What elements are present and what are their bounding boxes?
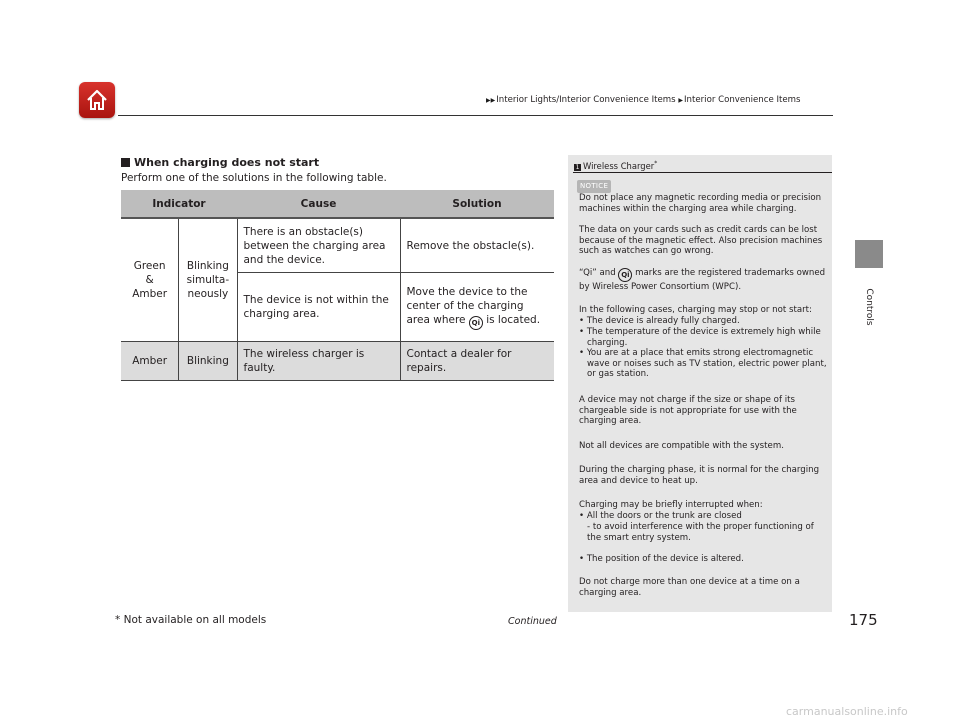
note-title: 1 Wireless Charger* [575,160,658,171]
solution-cell: Remove the obstacle(s). [400,218,554,273]
note-sub-item: - to avoid interference with the proper functioning of the smart entry system. [587,522,814,543]
cause-cell: The device is not within the charging area. [237,273,400,342]
header-rule [118,115,833,116]
note-paragraph: A device may not charge if the size or shape of its chargeable side is not appropriate for use with the charging area. [579,395,797,427]
header-cause: Cause [237,190,400,218]
side-note-panel [568,155,832,612]
indicator-state-cell: Blinking [179,342,237,381]
qi-logo-icon: Qi [469,316,483,330]
note-bullet: • The temperature of the device is extremely high while charging. [579,327,821,348]
note-paragraph: During the charging phase, it is normal for the charging area and device to heat up. [579,465,820,486]
note-paragraph: In the following cases, charging may stop or not start: [579,305,812,315]
intro-text: Perform one of the solutions in the following table. [121,172,387,184]
indicator-color-cell: Green & Amber [132,260,168,300]
watermark: carmanualsonline.info [786,705,908,718]
note-bullet: • The device is already fully charged. [579,316,740,326]
header-solution: Solution [400,190,554,218]
home-button[interactable] [79,82,115,118]
note-paragraph: Not all devices are compatible with the system. [579,441,784,451]
notice-badge: NOTICE [577,180,611,193]
note-paragraph: “Qi” and Qi marks are the registered trademarks owned by Wireless Power Consortium (WPC). [579,268,826,292]
note-bullet: • The position of the device is altered. [579,554,744,564]
footnote: * Not available on all models [115,614,267,626]
note-paragraph: Do not place any magnetic recording media or precision machines within the charging area while charging. [579,193,822,214]
cause-cell: There is an obstacle(s) between the charging area and the device. [237,218,400,273]
table-row [121,342,554,381]
qi-logo-icon: Qi [618,268,632,282]
note-rule [573,172,832,173]
solution-cell: Move the device to the center of the charging area where Qi is located. [400,273,554,342]
section-square-icon [121,158,130,167]
breadcrumb-item-1[interactable]: Interior Lights/Interior Convenience Items [496,95,676,105]
side-tab-label: Controls [864,288,874,326]
header-indicator: Indicator [121,190,237,218]
note-paragraph: Do not charge more than one device at a time on a charging area. [579,577,800,598]
cause-cell: The wireless charger is faulty. [237,342,400,381]
solutions-table [121,190,554,381]
note-paragraph: The data on your cards such as credit cards can be lost because of the magnetic effect. Also precision machines such as watches can go wrong. [579,225,823,257]
breadcrumb-item-2[interactable]: Interior Convenience Items [684,95,801,105]
note-bullet: • All the doors or the trunk are closed [579,511,742,521]
continued-label: Continued [508,616,557,627]
side-tab-marker[interactable] [855,240,883,268]
info-icon: 1 [575,163,580,171]
note-paragraph: Charging may be briefly interrupted when: [579,500,763,510]
solution-cell: Contact a dealer for repairs. [400,342,554,381]
breadcrumb: ▶▶Interior Lights/Interior Convenience Items ▶Interior Convenience Items [486,95,801,105]
indicator-color-cell: Amber [121,342,179,381]
page-number: 175 [849,611,878,629]
section-title: When charging does not start [121,156,319,169]
note-bullet: • You are at a place that emits strong electromagnetic wave or noises such as TV station, electric power plant, or gas station. [579,348,827,380]
table-row [121,218,554,273]
table-header-row [121,190,554,218]
indicator-state-cell: Blinking simulta- neously [179,218,237,342]
home-icon [85,88,109,112]
